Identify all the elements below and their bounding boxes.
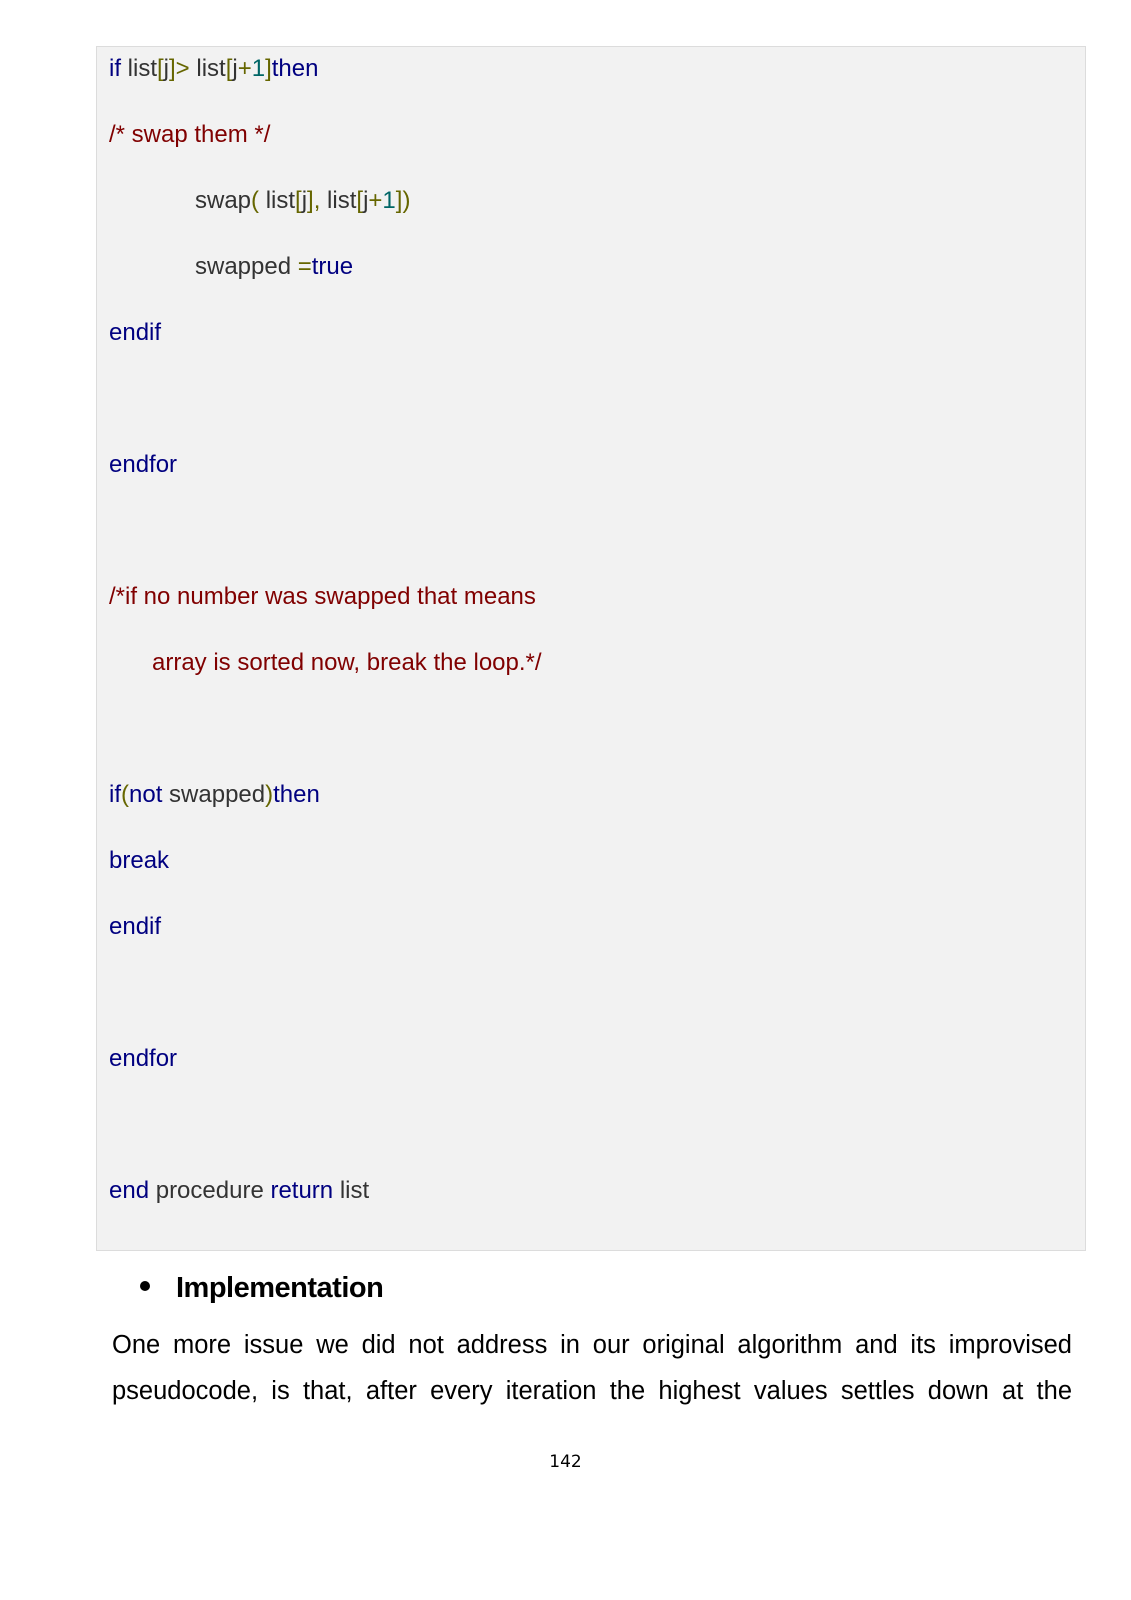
code-keyword: endif <box>109 913 162 940</box>
page-number: 142 <box>549 1452 582 1472</box>
code-token: j <box>363 187 369 214</box>
code-token: list <box>320 187 357 214</box>
code-token: 1 <box>251 55 266 82</box>
code-keyword: endfor <box>109 451 178 478</box>
code-line <box>195 187 410 215</box>
code-token: ] <box>265 55 272 82</box>
bullet-icon <box>140 1281 150 1291</box>
code-block <box>96 46 1086 1251</box>
code-token: then <box>271 55 319 82</box>
code-comment: array is sorted now, break the loop.*/ <box>152 649 542 676</box>
code-token: return <box>270 1177 334 1204</box>
code-token: ]) <box>395 187 411 214</box>
code-token: then <box>273 781 320 808</box>
heading-text: Implementation <box>176 1272 384 1304</box>
body-paragraph <box>112 1322 1072 1414</box>
code-token: swapped <box>162 781 266 808</box>
code-line <box>109 781 320 809</box>
code-token: ], <box>307 187 321 214</box>
code-token: swapped <box>195 253 298 280</box>
code-token: j <box>163 55 170 82</box>
code-token: + <box>368 187 383 214</box>
code-token: = <box>297 253 312 280</box>
code-token: [ <box>157 55 164 82</box>
code-line <box>109 55 318 83</box>
code-token: j <box>301 187 308 214</box>
code-token: [ <box>295 187 302 214</box>
paragraph-line: pseudocode, is that, after every iteration the highest values settles down at the <box>112 1377 1072 1405</box>
code-line <box>109 1177 369 1205</box>
code-token: end <box>109 1177 150 1204</box>
code-token: list <box>333 1177 370 1204</box>
code-token: + <box>237 55 252 82</box>
code-token: if <box>109 55 121 82</box>
code-token: list <box>259 187 296 214</box>
code-token: true <box>311 253 354 280</box>
code-token: list <box>121 55 157 82</box>
code-token: ) <box>265 781 274 808</box>
code-token: j <box>232 55 238 82</box>
code-token: 1 <box>382 187 396 214</box>
code-comment: /*if no number was swapped that means <box>109 583 536 610</box>
code-comment: /* swap them */ <box>109 121 271 148</box>
paragraph-line: One more issue we did not address in our original algorithm and its improvised <box>112 1331 1072 1359</box>
code-token: procedure <box>149 1177 271 1204</box>
code-token: ( <box>121 781 129 808</box>
code-token: [ <box>225 55 233 82</box>
code-keyword: endif <box>109 319 162 346</box>
code-token: if <box>109 781 121 808</box>
code-token: [ <box>356 187 364 214</box>
code-token: swap <box>195 187 252 214</box>
code-token: list <box>189 55 226 82</box>
code-token: ]> <box>169 55 190 82</box>
code-keyword: endfor <box>109 1045 178 1072</box>
code-token: ( <box>251 187 260 214</box>
section-heading <box>140 1272 383 1305</box>
code-line <box>195 253 353 281</box>
code-token: not <box>129 781 163 808</box>
code-keyword: break <box>109 847 170 874</box>
